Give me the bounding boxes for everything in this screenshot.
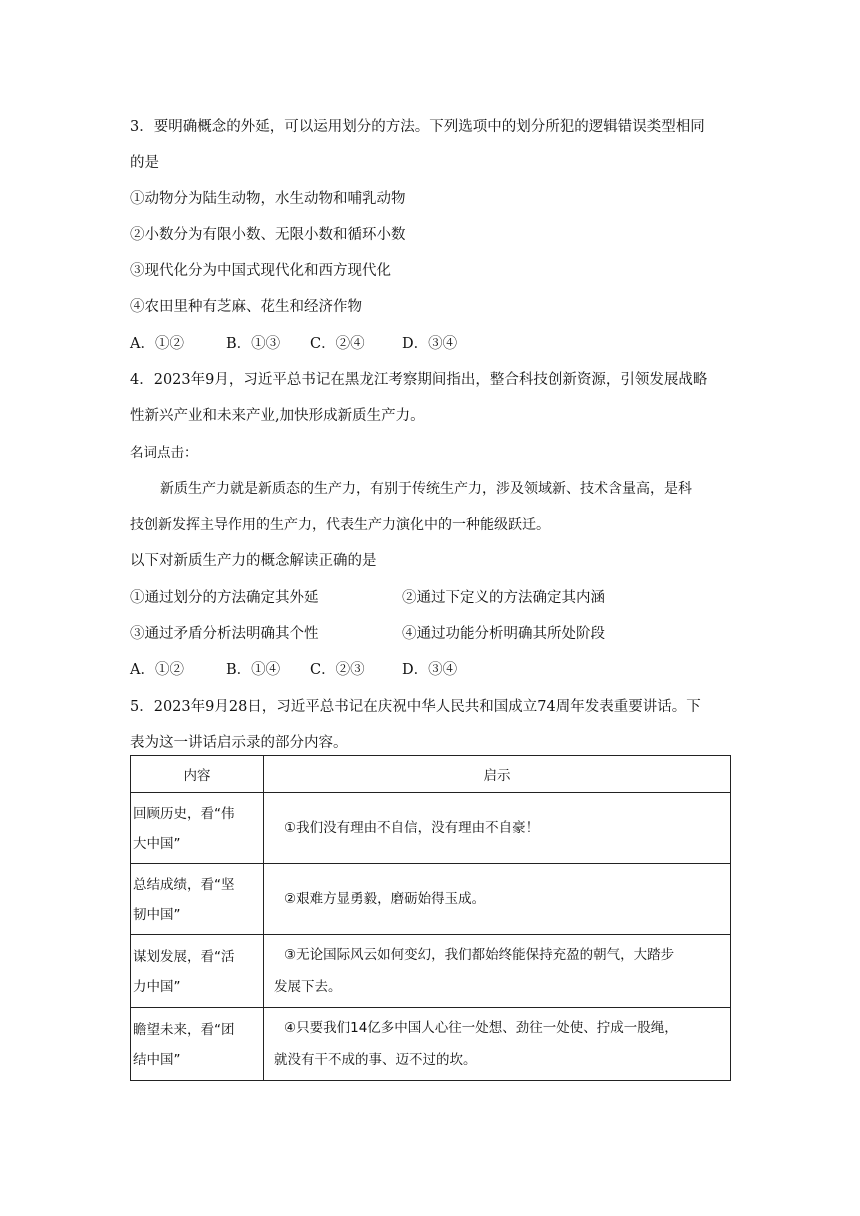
q4-item-1: ①通过划分的方法确定其外延 (130, 590, 319, 606)
table-header-insight: 启示 (264, 756, 731, 793)
q5-table (130, 755, 731, 1081)
q3-options (130, 334, 457, 354)
q3-option-c: C．②④ (310, 336, 365, 352)
q3-item-1: ①动物分为陆生动物，水生动物和哺乳动物 (130, 191, 406, 207)
table-cell-content (131, 864, 264, 935)
table-cell-content (131, 935, 264, 1008)
q4-item-4: ④通过功能分析明确其所处阶段 (402, 626, 605, 642)
q3-item-4: ④农田里种有芝麻、花生和经济作物 (130, 299, 362, 315)
table-cell-content (131, 1008, 264, 1081)
q4-stem-line2: 性新兴产业和未来产业,加快形成新质生产力。 (130, 408, 425, 424)
q3-option-a: A．①② (130, 336, 184, 352)
table-row (131, 793, 731, 864)
q3-option-b: B．①③ (226, 336, 281, 352)
table-row (131, 1008, 731, 1081)
table-cell-insight (264, 793, 731, 864)
cell-line: 结中国” (133, 1052, 181, 1068)
cell-line: 就没有干不成的事、迈不过的坎。 (274, 1052, 477, 1068)
q3-option-d: D．③④ (402, 336, 458, 352)
q3-stem-line2: 的是 (130, 155, 159, 171)
cell-line: 大中国” (133, 836, 181, 852)
q4-item-2: ②通过下定义的方法确定其内涵 (402, 590, 605, 606)
cell-line: ④只要我们14亿多中国人心往一处想、劲往一处使、拧成一股绳， (284, 1020, 678, 1036)
cell-line: ②艰难方显勇毅，磨砺始得玉成。 (284, 891, 486, 907)
q4-noun-line2: 技创新发挥主导作用的生产力，代表生产力演化中的一种能级跃迁。 (130, 517, 550, 533)
table-header-content: 内容 (131, 756, 264, 793)
q3-item-3: ③现代化分为中国式现代化和西方现代化 (130, 263, 391, 279)
cell-line: 发展下去。 (274, 979, 342, 995)
q4-item-3: ③通过矛盾分析法明确其个性 (130, 626, 319, 642)
q4-options (130, 660, 457, 680)
q4-noun-title: 名词点击： (130, 445, 198, 461)
q3-stem-line1: 3．要明确概念的外延，可以运用划分的方法。下列选项中的划分所犯的逻辑错误类型相同 (130, 119, 705, 135)
q4-stem-line1: 4．2023年9月，习近平总书记在黑龙江考察期间指出，整合科技创新资源，引领发展战略 (130, 372, 708, 388)
q4-option-c: C．②③ (310, 662, 365, 678)
q5-stem-line2: 表为这一讲话启示录的部分内容。 (130, 735, 348, 751)
q3-item-2: ②小数分为有限小数、无限小数和循环小数 (130, 227, 406, 243)
cell-line: 回顾历史，看“伟 (133, 806, 235, 822)
q4-option-d: D．③④ (402, 662, 458, 678)
cell-line: 总结成绩，看“坚 (133, 877, 235, 893)
q4-noun-line1: 新质生产力就是新质态的生产力，有别于传统生产力，涉及领域新、技术含量高，是科 (160, 481, 692, 497)
table-cell-insight (264, 1008, 731, 1081)
cell-line: 瞻望未来，看“团 (133, 1022, 235, 1038)
table-cell-insight (264, 935, 731, 1008)
cell-line: ①我们没有理由不自信，没有理由不自豪！ (284, 820, 540, 836)
q4-option-a: A．①② (130, 662, 184, 678)
q5-stem-line1: 5．2023年9月28日，习近平总书记在庆祝中华人民共和国成立74周年发表重要讲话。下 (130, 699, 701, 715)
q4-question: 以下对新质生产力的概念解读正确的是 (130, 553, 377, 569)
table-cell-content (131, 793, 264, 864)
q4-option-b: B．①④ (226, 662, 281, 678)
table-header-row (131, 756, 731, 793)
table-row (131, 935, 731, 1008)
table-cell-insight (264, 864, 731, 935)
table-row (131, 864, 731, 935)
cell-line: 韧中国” (133, 907, 181, 923)
cell-line: ③无论国际风云如何变幻，我们都始终能保持充盈的朝气，大踏步 (284, 947, 675, 963)
cell-line: 力中国” (133, 979, 181, 995)
cell-line: 谋划发展，看“活 (133, 949, 235, 965)
